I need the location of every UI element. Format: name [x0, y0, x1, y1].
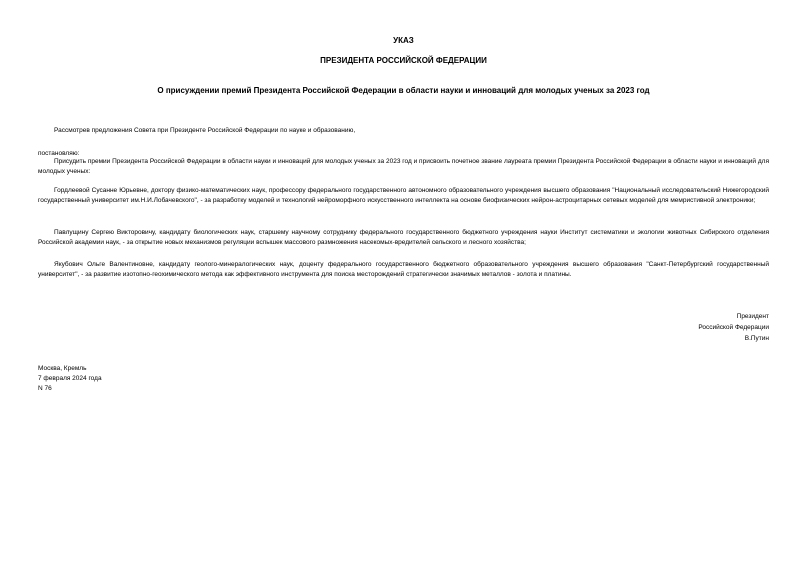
- footer-date: 7 февраля 2024 года: [38, 375, 102, 382]
- decree-paragraph: Присудить премии Президента Российской Федерации в области науки и инноваций для молодых ученых за 2023 год и присвоить почетное звание лауреата премии Президента Российской Федерации в области науки и инноваций для молодых ученых:: [38, 158, 769, 175]
- footer-number: N 76: [38, 385, 52, 392]
- laureate-paragraph-3: Якубович Ольге Валентиновне, кандидату геолого-минералогических наук, доценту федерального государственного бюджетного образовательного учреждения высшего образования "Санкт-Петербургский государственный университет", - за развитие изотопно-геохимического метода как эффективного инструмента для поиска месторождений стратегически значимых металлов - золота и платины.: [38, 261, 769, 278]
- signature-country: Российской Федерации: [698, 324, 769, 331]
- laureate-paragraph-1: Гордлеевой Сусанне Юрьевне, доктору физико-математических наук, профессору федерального государственного автономного образовательного учреждения высшего образования "Национальный исследовательский Нижегородский государственный университет им.Н.И.Лобачевского", - за разработку моделей и технологий нейроморфного искусственного интеллекта на основе биофизических нейрон-астроцитарных сетевых моделей для мемристивной электроники;: [38, 187, 769, 204]
- signature-block: [698, 311, 769, 344]
- signature-name: В.Путин: [744, 335, 769, 342]
- preamble-paragraph: Рассмотрев предложения Совета при Президенте Российской Федерации по науке и образованию,: [54, 127, 356, 134]
- decree-issuer: ПРЕЗИДЕНТА РОССИЙСКОЙ ФЕДЕРАЦИИ: [320, 56, 487, 65]
- footer-place: Москва, Кремль: [38, 365, 87, 372]
- decree-title: УКАЗ: [393, 36, 414, 45]
- decree-word: постановляю:: [38, 150, 80, 157]
- decree-heading: О присуждении премий Президента Российской Федерации в области науки и инноваций для молодых ученых за 2023 год: [157, 86, 650, 95]
- laureate-paragraph-2: Павлущину Сергею Викторовичу, кандидату биологических наук, старшему научному сотруднику федерального государственного бюджетного учреждения науки Институт систематики и экологии животных Сибирского отделения Российской академии наук, - за открытие новых механизмов регуляции вспышек массового размножения насекомых-вредителей сельского и лесного хозяйства;: [38, 229, 769, 246]
- footer-block: [38, 364, 102, 394]
- signature-title: Президент: [736, 313, 769, 320]
